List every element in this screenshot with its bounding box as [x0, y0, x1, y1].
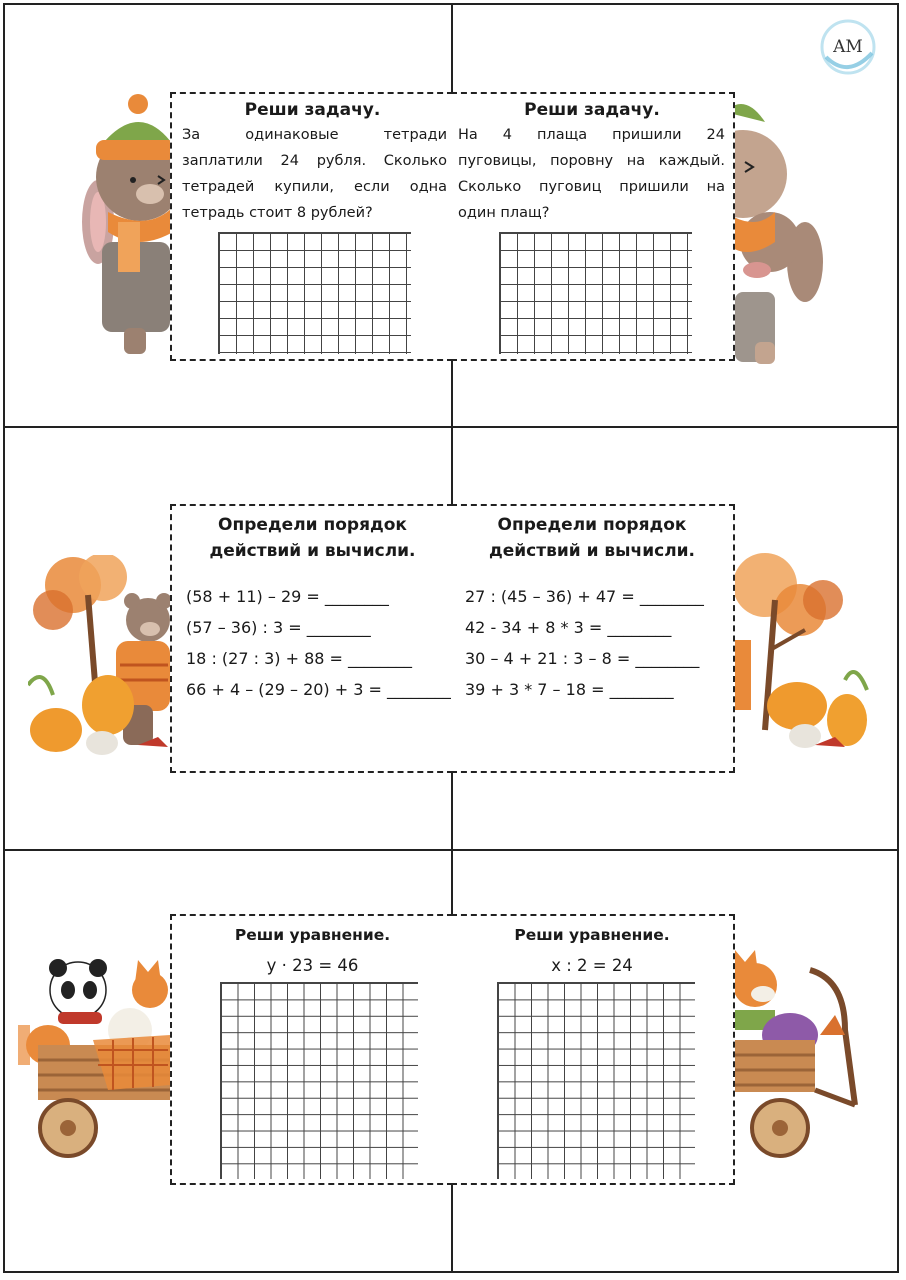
expression-item[interactable]: 18 : (27 : 3) + 88 = ________: [186, 649, 413, 668]
word-problem-text: На 4 плаща пришили 24 пуговицы, поровну на каждый. Сколько пуговиц пришили на один плащ?: [458, 127, 725, 221]
task-card-buttons: [451, 92, 735, 361]
card-title: Реши задачу.: [524, 100, 660, 120]
expression-item[interactable]: (57 – 36) : 3 = ________: [186, 618, 371, 637]
answer-grid[interactable]: [218, 232, 411, 354]
author-logo: [818, 17, 878, 77]
panda-fox-wagon-illustration: [18, 950, 170, 1160]
card-title-line2: действий и вычисли.: [209, 541, 416, 561]
equation: х : 2 = 24: [551, 956, 633, 975]
card-title-line1: Определи порядок: [497, 515, 687, 535]
bunny-peeking-illustration: [735, 92, 827, 364]
answer-grid[interactable]: [220, 982, 418, 1179]
expression-item[interactable]: 27 : (45 – 36) + 47 = ________: [465, 587, 704, 606]
order-of-operations-card-left: [170, 504, 453, 773]
equation-card-right: [451, 914, 735, 1185]
expression-item[interactable]: 30 – 4 + 21 : 3 – 8 = ________: [465, 649, 700, 668]
task-card-notebooks: [170, 92, 453, 361]
expression-list: [465, 581, 725, 705]
bunny-green-hat-illustration: [78, 92, 170, 360]
answer-grid[interactable]: [497, 982, 695, 1179]
card-title-line2: действий и вычисли.: [488, 541, 696, 561]
expression-item[interactable]: (58 + 11) – 29 = ________: [186, 587, 389, 606]
answer-grid[interactable]: [499, 232, 692, 354]
equation-card-left: [170, 914, 453, 1185]
expression-list: [186, 581, 451, 705]
word-problem-text: За одинаковые тетради заплатили 24 рубля. Сколько тетрадей купили, если одна тетрадь стоит 8 рублей?: [182, 127, 447, 221]
equation: у · 23 = 46: [266, 956, 359, 975]
card-title-line1: Определи порядок: [218, 515, 407, 535]
expression-item[interactable]: 39 + 3 * 7 – 18 = ________: [465, 680, 674, 699]
expression-item[interactable]: 66 + 4 – (29 – 20) + 3 = ________: [186, 680, 451, 699]
logo-text: AM: [833, 37, 863, 57]
order-of-operations-card-right: [451, 504, 735, 773]
autumn-tree-pumpkins-illustration: [735, 540, 871, 760]
card-title: Реши уравнение.: [514, 926, 670, 944]
card-title: Реши задачу.: [244, 100, 381, 120]
fox-wagon-illustration: [735, 940, 860, 1162]
expression-item[interactable]: 42 - 34 + 8 * 3 = ________: [465, 618, 672, 637]
bear-autumn-tree-illustration: [28, 555, 170, 760]
card-title: Реши уравнение.: [234, 926, 391, 944]
